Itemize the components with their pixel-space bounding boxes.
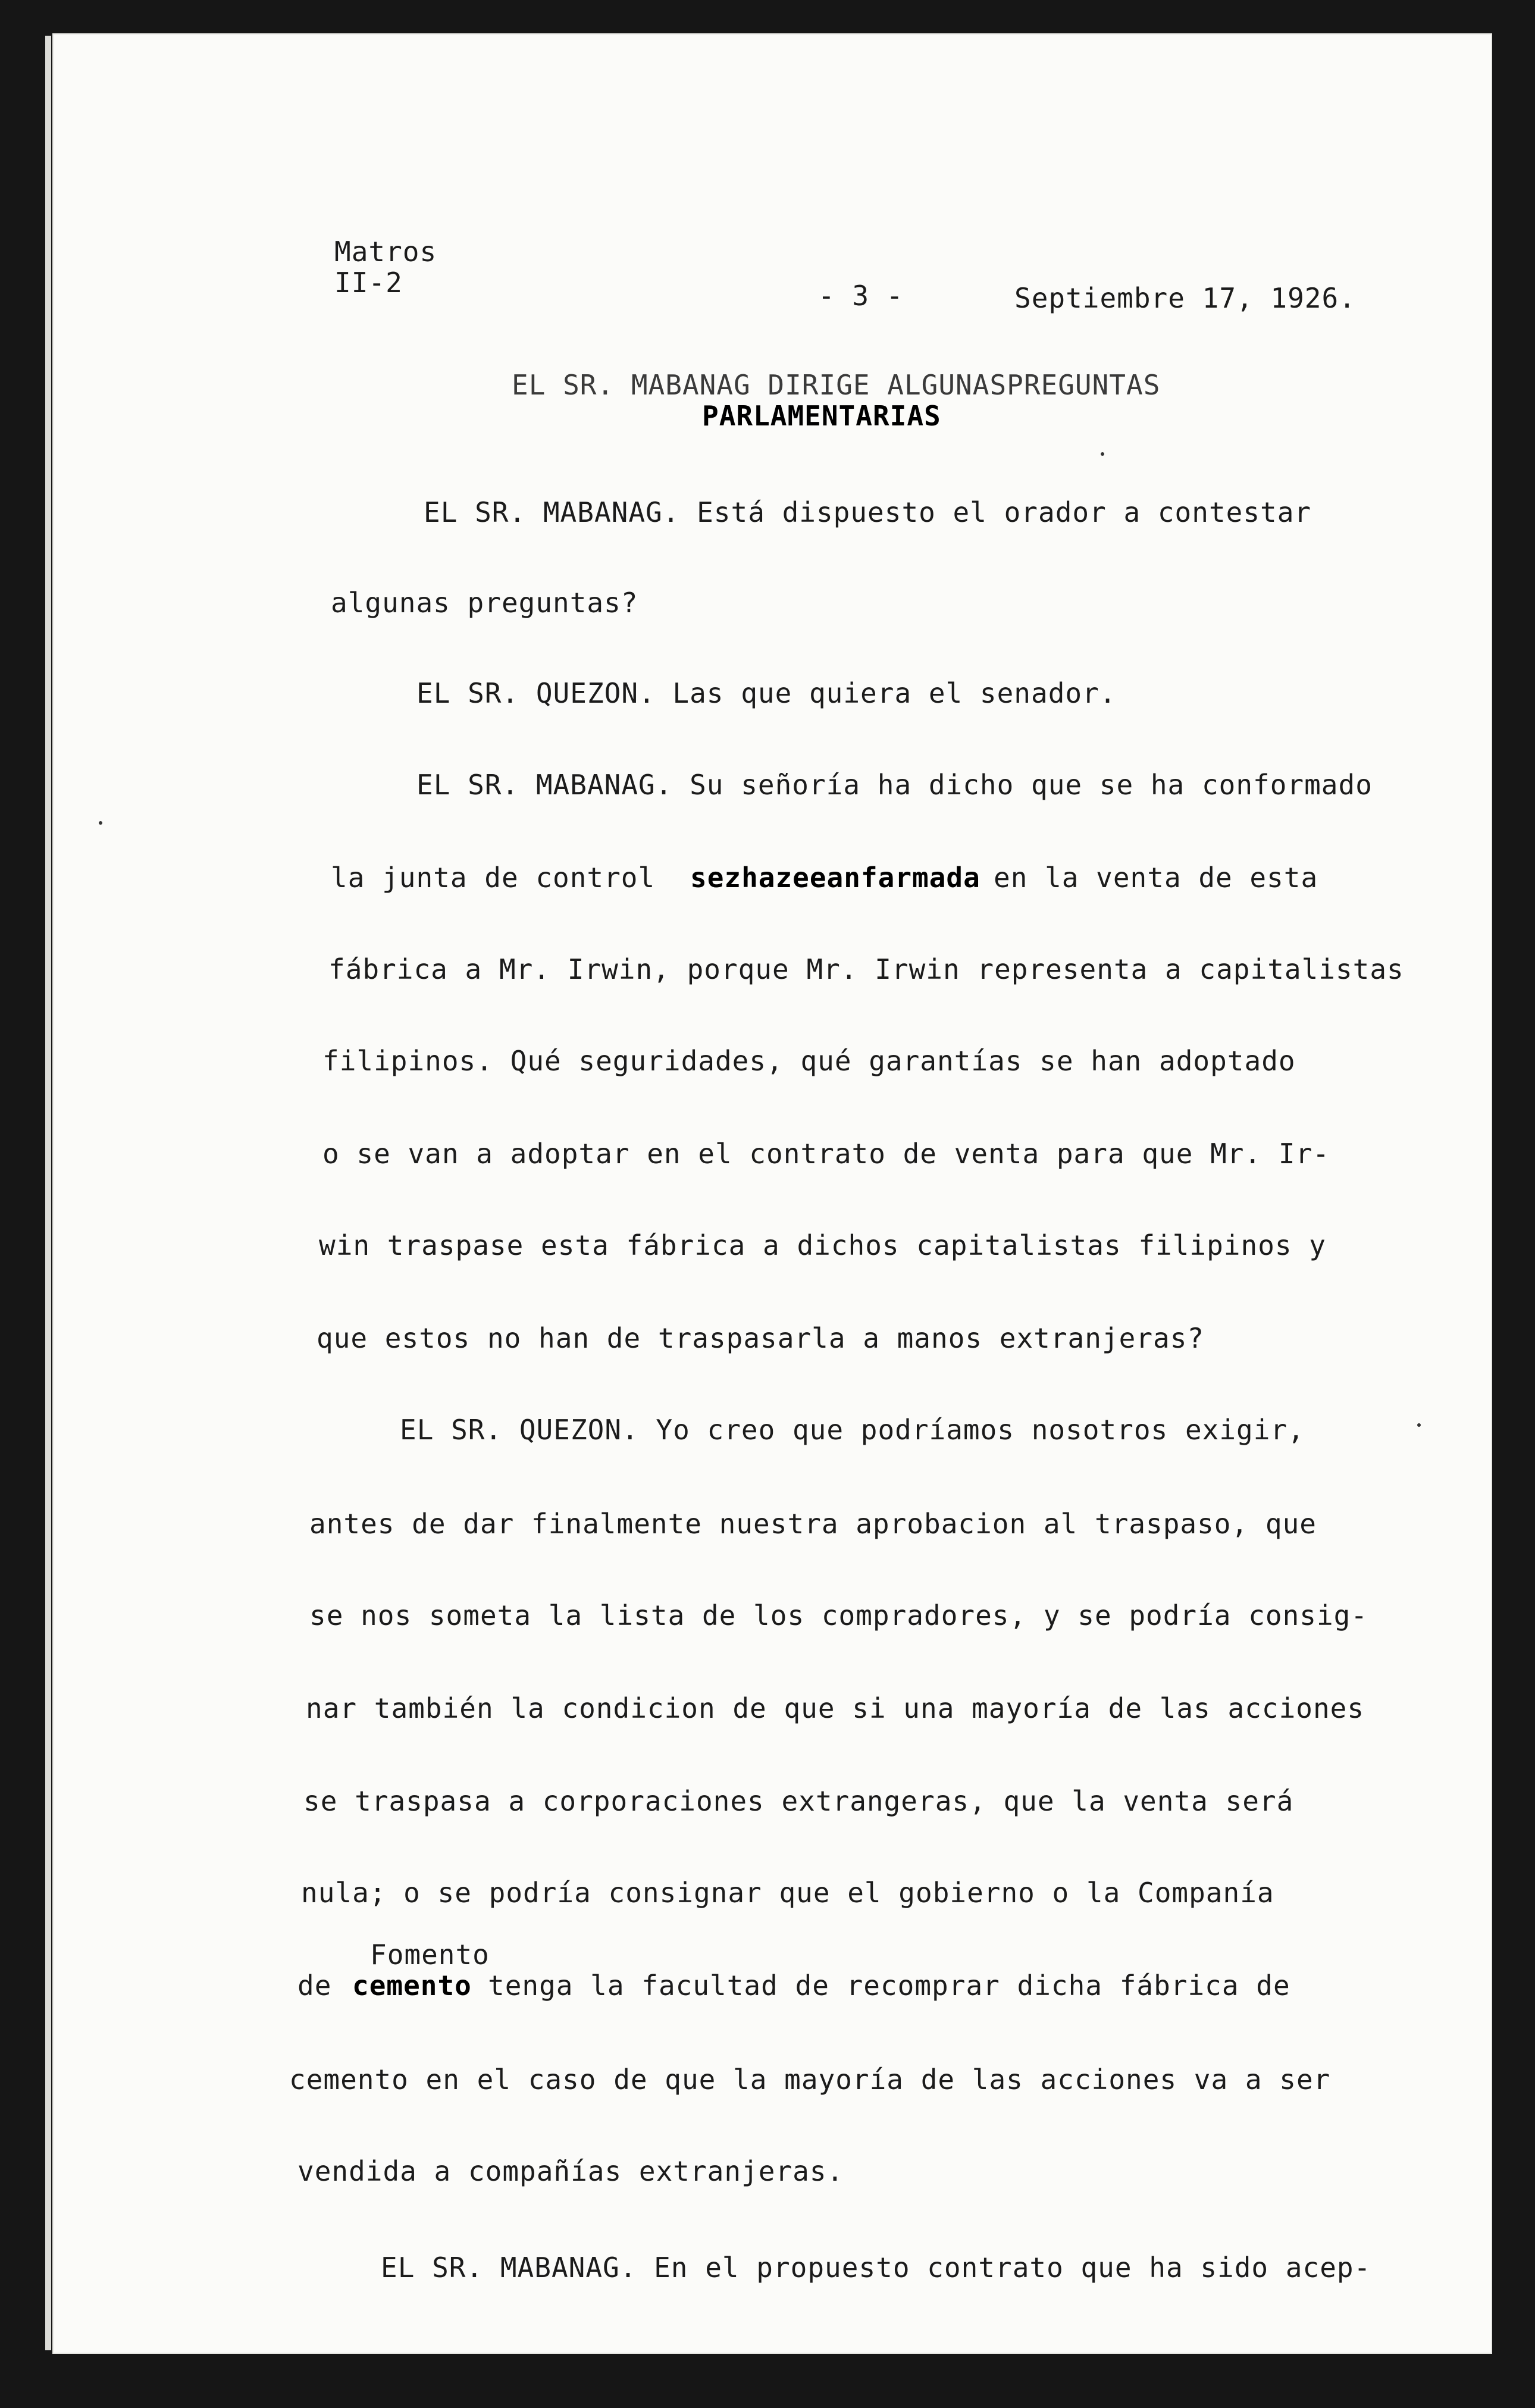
body-line: la junta de control: [331, 862, 656, 894]
body-line: algunas preguntas?: [331, 587, 638, 619]
header-date: Septiembre 17, 1926.: [1014, 282, 1356, 314]
header-section: II-2: [334, 267, 403, 299]
page-number: - 3 -: [818, 280, 904, 312]
body-line: cemento en el caso de que la mayoría de las acciones va a ser: [289, 2063, 1331, 2096]
body-line: de: [297, 1969, 332, 2002]
body-line: tenga la facultad de recomprar dicha fábrica de: [488, 1969, 1290, 2002]
struck-out-text: sezhazeeanfarmada: [690, 862, 980, 894]
body-line: en la venta de esta: [994, 862, 1318, 894]
body-line: nula; o se podría consignar que el gobierno o la Companía: [301, 1877, 1274, 1909]
body-line: o se van a adoptar en el contrato de venta para que Mr. Ir-: [322, 1138, 1330, 1170]
section-heading-line2: PARLAMENTARIAS: [702, 400, 941, 432]
body-line: EL SR. MABANAG. En el propuesto contrato que ha sido acep-: [381, 2252, 1371, 2284]
body-line: que estos no han de traspasarla a manos extranjeras?: [317, 1322, 1205, 1354]
body-line: EL SR. MABANAG. Su señoría ha dicho que se ha conformado: [416, 769, 1373, 801]
body-line: EL SR. QUEZON. Yo creo que podríamos nosotros exigir,: [400, 1414, 1305, 1446]
body-line: EL SR. MABANAG. Está dispuesto el orador a contestar: [424, 496, 1312, 528]
body-line: nar también la condicion de que si una mayoría de las acciones: [306, 1692, 1365, 1724]
header-author: Matros: [334, 236, 437, 268]
body-line: vendida a compañías extranjeras.: [297, 2155, 844, 2187]
ink-speck: [1101, 452, 1104, 456]
struck-out-text: cemento: [352, 1969, 472, 2002]
ink-speck: [1417, 1423, 1421, 1427]
handwritten-insertion: Fomento: [370, 1939, 490, 1971]
paper-edge: [45, 36, 51, 2350]
body-line: EL SR. QUEZON. Las que quiera el senador.: [416, 677, 1117, 709]
body-line: filipinos. Qué seguridades, qué garantías se han adoptado: [322, 1045, 1296, 1077]
body-line: antes de dar finalmente nuestra aprobacion al traspaso, que: [309, 1508, 1317, 1540]
body-line: win traspase esta fábrica a dichos capitalistas filipinos y: [319, 1229, 1326, 1261]
ink-speck: [99, 821, 102, 825]
section-heading-line1: EL SR. MABANAG DIRIGE ALGUNASPREGUNTAS: [512, 369, 1161, 401]
body-line: se nos someta la lista de los compradores, y se podría consig-: [309, 1599, 1368, 1632]
body-line: se traspasa a corporaciones extrangeras, que la venta será: [303, 1785, 1294, 1817]
body-line: fábrica a Mr. Irwin, porque Mr. Irwin representa a capitalistas: [328, 953, 1404, 985]
